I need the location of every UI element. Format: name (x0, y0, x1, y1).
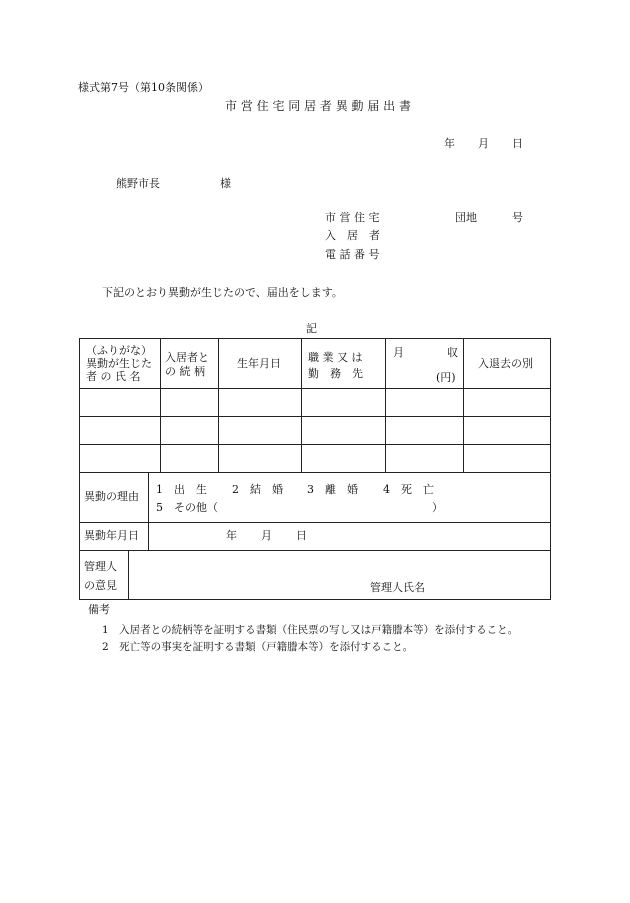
change-date-label: 異動年月日 (84, 529, 139, 542)
row-line (79, 416, 551, 417)
manager-label-line1: 管理人 (84, 560, 117, 573)
header-income-unit: (円) (436, 371, 456, 384)
col-line (218, 338, 219, 472)
header-occupation-line2: 勤 務 先 (308, 367, 363, 380)
phone-label: 電 話 番 号 (325, 248, 380, 261)
date-month: 月 (478, 137, 489, 150)
header-move-in-out: 入退去の別 (478, 357, 533, 370)
header-name-line3: 者 の 氏 名 (86, 370, 141, 383)
page-title: 市 営 住 宅 同 居 者 異 動 届 出 書 (225, 99, 411, 113)
reason-other-close: ） (432, 501, 443, 514)
header-birthdate: 生年月日 (237, 357, 281, 370)
reason-divorce: 3 離 婚 (307, 483, 358, 496)
table-border-left (79, 338, 80, 600)
row-line (79, 444, 551, 445)
header-name-furigana: （ふりがな） (86, 344, 152, 357)
notes-title: 備考 (88, 603, 110, 616)
reason-marriage: 2 結 婚 (232, 483, 283, 496)
manager-name-label: 管理人氏名 (370, 581, 425, 594)
resident-label: 入 居 者 (325, 229, 380, 242)
table-border-top (79, 338, 551, 339)
notes-item-1: 1 入居者との続柄等を証明する書類（住民票の写し又は戸籍謄本等）を添付すること。 (102, 624, 519, 636)
row-line (79, 388, 551, 389)
row-line (79, 472, 551, 473)
housing-label: 市 営 住 宅 (325, 211, 380, 224)
col-line (160, 338, 161, 472)
change-date-year: 年 (226, 529, 237, 542)
date-day: 日 (512, 137, 523, 150)
row-line (79, 550, 551, 551)
table-border-right (550, 338, 551, 600)
estate-label: 団地 (455, 211, 477, 224)
number-label: 号 (512, 211, 523, 224)
addressee-honorific: 様 (220, 177, 231, 190)
reason-other: 5 その他（ (156, 501, 218, 514)
col-line (301, 338, 302, 472)
col-line (463, 338, 464, 472)
row-line (79, 522, 551, 523)
ki-label: 記 (306, 322, 317, 335)
change-date-month: 月 (261, 529, 272, 542)
header-occupation-line1: 職 業 又 は (308, 351, 363, 364)
reason-death: 4 死 亡 (383, 483, 434, 496)
col-line (148, 472, 149, 550)
header-relationship-line1: 入居者と (165, 351, 209, 364)
notes-item-2: 2 死亡等の事実を証明する書類（戸籍謄本等）を添付すること。 (102, 641, 414, 653)
reason-label: 異動の理由 (84, 490, 139, 503)
reason-birth: 1 出 生 (156, 483, 207, 496)
col-line (128, 550, 129, 600)
intro-text: 下記のとおり異動が生じたので、届出をします。 (102, 286, 343, 299)
form-number: 様式第7号（第10条関係） (78, 81, 209, 94)
change-date-day: 日 (296, 529, 307, 542)
date-year: 年 (444, 137, 455, 150)
header-income-month: 月 (393, 346, 404, 359)
header-income-shu: 収 (447, 346, 458, 359)
table-border-bottom (79, 599, 551, 600)
header-name-line2: 異動が生じた (86, 357, 152, 370)
addressee-name: 熊野市長 (116, 177, 160, 190)
col-line (385, 338, 386, 472)
header-relationship-line2: の 続 柄 (165, 365, 205, 378)
manager-label-line2: の意見 (84, 579, 117, 592)
